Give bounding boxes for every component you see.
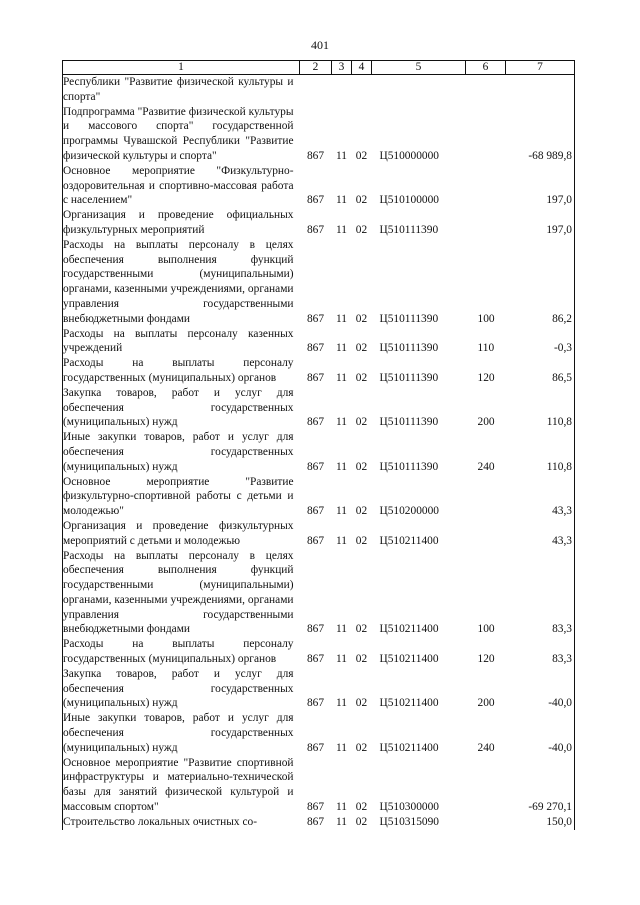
table-row [63, 815, 575, 830]
table-row [63, 327, 575, 357]
row-sum-cell: -0,3 [506, 327, 575, 357]
row-sum-cell: 83,3 [506, 637, 575, 667]
row-rz-cell: 11 [336, 194, 347, 207]
table-row [63, 386, 575, 430]
table-row [63, 356, 575, 386]
table-row [63, 475, 575, 519]
row-vr-cell [466, 164, 506, 208]
row-sum-cell: 86,5 [506, 356, 575, 386]
table-row [63, 667, 575, 711]
row-ved-cell: 867 [306, 801, 325, 814]
row-rz-cell: 11 [336, 223, 347, 236]
row-rz-cell: 11 [336, 815, 347, 828]
row-sum-cell: -68 989,8 [506, 105, 575, 164]
row-rz-cell: 11 [336, 653, 347, 666]
row-name-cell: Основное мероприятие "Развитие физкультурно-спортивной работы с детьми и молодежью" [63, 475, 300, 519]
row-ved-cell: 867 [306, 149, 325, 162]
row-pr-cell: 02 [355, 460, 368, 473]
row-name-cell: Расходы на выплаты персоналу государственных (муниципальных) органов [63, 356, 300, 386]
row-vr-cell: 200 [477, 697, 495, 710]
budget-table [62, 60, 575, 830]
row-sum-cell: -69 270,1 [506, 756, 575, 815]
row-csr-cell: Ц510111390 [379, 460, 439, 473]
row-csr-cell: Ц510211400 [379, 697, 439, 710]
row-csr-cell: Ц510111390 [379, 312, 439, 325]
row-ved-cell: 867 [306, 815, 325, 828]
row-pr-cell: 02 [355, 801, 368, 814]
row-vr-cell: 200 [477, 416, 495, 429]
row-pr-cell [352, 75, 372, 105]
row-vr-cell: 240 [477, 741, 495, 754]
row-name-cell: Иные закупки товаров, работ и услуг для обеспечения государственных (муниципальных) нужд [63, 711, 300, 755]
row-sum-cell: -40,0 [506, 667, 575, 711]
row-rz-cell [332, 75, 352, 105]
row-pr-cell: 02 [355, 653, 368, 666]
row-sum-cell: -40,0 [506, 711, 575, 755]
row-ved-cell: 867 [306, 653, 325, 666]
row-csr-cell: Ц510000000 [379, 149, 439, 162]
row-csr-cell: Ц510211400 [379, 653, 439, 666]
header-cell-sum: 7 [506, 61, 575, 75]
header-cell-name: 1 [63, 61, 300, 75]
row-rz-cell: 11 [336, 741, 347, 754]
row-vr-cell [466, 75, 506, 105]
header-row [63, 61, 575, 75]
row-sum-cell [506, 75, 575, 105]
row-sum-cell: 197,0 [506, 208, 575, 238]
row-ved-cell: 867 [306, 741, 325, 754]
row-csr-cell: Ц510100000 [379, 194, 439, 207]
row-pr-cell: 02 [355, 149, 368, 162]
row-rz-cell: 11 [336, 505, 347, 518]
table-row [63, 519, 575, 549]
row-name-cell: Организация и проведение официальных физкультурных мероприятий [63, 208, 300, 238]
table-row [63, 711, 575, 755]
row-pr-cell: 02 [355, 623, 368, 636]
row-pr-cell: 02 [355, 741, 368, 754]
row-rz-cell: 11 [336, 460, 347, 473]
row-vr-cell: 100 [477, 312, 495, 325]
row-vr-cell: 120 [477, 653, 495, 666]
row-csr-cell [372, 75, 466, 105]
row-ved-cell: 867 [306, 223, 325, 236]
row-csr-cell: Ц510211400 [379, 741, 439, 754]
row-name-cell: Расходы на выплаты персоналу государственных (муниципальных) органов [63, 637, 300, 667]
row-csr-cell: Ц510111390 [379, 416, 439, 429]
header-cell-vr: 6 [466, 61, 506, 75]
header-cell-ved: 2 [300, 61, 332, 75]
row-name-cell: Иные закупки товаров, работ и услуг для обеспечения государственных (муниципальных) нужд [63, 430, 300, 474]
row-vr-cell: 100 [477, 623, 495, 636]
row-rz-cell: 11 [336, 801, 347, 814]
row-pr-cell: 02 [355, 697, 368, 710]
row-pr-cell: 02 [355, 312, 368, 325]
row-csr-cell: Ц510111390 [379, 223, 439, 236]
row-sum-cell: 110,8 [506, 386, 575, 430]
row-pr-cell: 02 [355, 194, 368, 207]
row-rz-cell: 11 [336, 623, 347, 636]
row-vr-cell [466, 475, 506, 519]
row-ved-cell: 867 [306, 342, 325, 355]
header-cell-pr: 4 [352, 61, 372, 75]
row-csr-cell: Ц510211400 [379, 534, 439, 547]
row-vr-cell: 240 [477, 460, 495, 473]
row-rz-cell: 11 [336, 149, 347, 162]
row-rz-cell: 11 [336, 416, 347, 429]
row-vr-cell [466, 519, 506, 549]
row-sum-cell: 110,8 [506, 430, 575, 474]
table-header [63, 61, 575, 75]
row-name-cell: Организация и проведение физкультурных мероприятий с детьми и молодежью [63, 519, 300, 549]
row-rz-cell: 11 [336, 312, 347, 325]
row-name-cell: Строительство локальных очистных со- [63, 815, 300, 830]
row-sum-cell: 43,3 [506, 475, 575, 519]
row-ved-cell [300, 75, 332, 105]
row-name-cell: Расходы на выплаты персоналу казенных учреждений [63, 327, 300, 357]
row-pr-cell: 02 [355, 416, 368, 429]
row-vr-cell [466, 105, 506, 164]
row-sum-cell: 150,0 [506, 815, 575, 830]
row-ved-cell: 867 [306, 534, 325, 547]
row-ved-cell: 867 [306, 697, 325, 710]
table-row [63, 208, 575, 238]
row-ved-cell: 867 [306, 312, 325, 325]
row-name-cell: Подпрограмма "Развитие физической культуры и массового спорта" государственной программы Чувашской Республики "Развитие физической культуры и спорта" [63, 105, 300, 164]
header-cell-rz: 3 [332, 61, 352, 75]
row-vr-cell [466, 756, 506, 815]
row-pr-cell: 02 [355, 815, 368, 828]
row-pr-cell: 02 [355, 505, 368, 518]
table-row [63, 549, 575, 638]
row-vr-cell: 120 [477, 371, 495, 384]
row-name-cell: Основное мероприятие "Развитие спортивной инфраструктуры и материально-технической базы для занятий физической культурой и массовым спортом" [63, 756, 300, 815]
row-ved-cell: 867 [306, 416, 325, 429]
table-row [63, 75, 575, 105]
row-sum-cell: 197,0 [506, 164, 575, 208]
row-pr-cell: 02 [355, 342, 368, 355]
row-csr-cell: Ц510200000 [379, 505, 439, 518]
row-csr-cell: Ц510315090 [379, 815, 439, 828]
row-name-cell: Закупка товаров, работ и услуг для обеспечения государственных (муниципальных) нужд [63, 667, 300, 711]
row-pr-cell: 02 [355, 223, 368, 236]
table-row [63, 238, 575, 327]
row-rz-cell: 11 [336, 697, 347, 710]
table-row [63, 756, 575, 815]
row-pr-cell: 02 [355, 534, 368, 547]
row-name-cell: Республики "Развитие физической культуры и спорта" [63, 75, 300, 105]
table-row [63, 430, 575, 474]
row-ved-cell: 867 [306, 623, 325, 636]
row-rz-cell: 11 [336, 371, 347, 384]
row-ved-cell: 867 [306, 371, 325, 384]
row-csr-cell: Ц510300000 [379, 801, 439, 814]
row-csr-cell: Ц510211400 [379, 623, 439, 636]
row-pr-cell: 02 [355, 371, 368, 384]
table-row [63, 164, 575, 208]
table-row [63, 637, 575, 667]
row-name-cell: Расходы на выплаты персоналу в целях обеспечения выполнения функций государственными (муниципальными) органами, казенными учреждениями, органами управления государственными внебюджетными фондами [63, 549, 300, 638]
header-cell-csr: 5 [372, 61, 466, 75]
row-rz-cell: 11 [336, 342, 347, 355]
row-vr-cell: 110 [477, 342, 495, 355]
row-name-cell: Расходы на выплаты персоналу в целях обеспечения выполнения функций государственными (муниципальными) органами, казенными учреждениями, органами управления государственными внебюджетными фондами [63, 238, 300, 327]
row-name-cell: Основное мероприятие "Физкультурно-оздоровительная и спортивно-массовая работа с населением" [63, 164, 300, 208]
row-ved-cell: 867 [306, 194, 325, 207]
row-vr-cell [466, 815, 506, 830]
page-number: 401 [311, 38, 329, 52]
row-sum-cell: 43,3 [506, 519, 575, 549]
row-name-cell: Закупка товаров, работ и услуг для обеспечения государственных (муниципальных) нужд [63, 386, 300, 430]
table-row [63, 105, 575, 164]
row-ved-cell: 867 [306, 460, 325, 473]
row-vr-cell [466, 208, 506, 238]
row-ved-cell: 867 [306, 505, 325, 518]
row-rz-cell: 11 [336, 534, 347, 547]
table-body [63, 75, 575, 830]
row-csr-cell: Ц510111390 [379, 371, 439, 384]
row-sum-cell: 86,2 [506, 238, 575, 327]
row-sum-cell: 83,3 [506, 549, 575, 638]
row-csr-cell: Ц510111390 [379, 342, 439, 355]
